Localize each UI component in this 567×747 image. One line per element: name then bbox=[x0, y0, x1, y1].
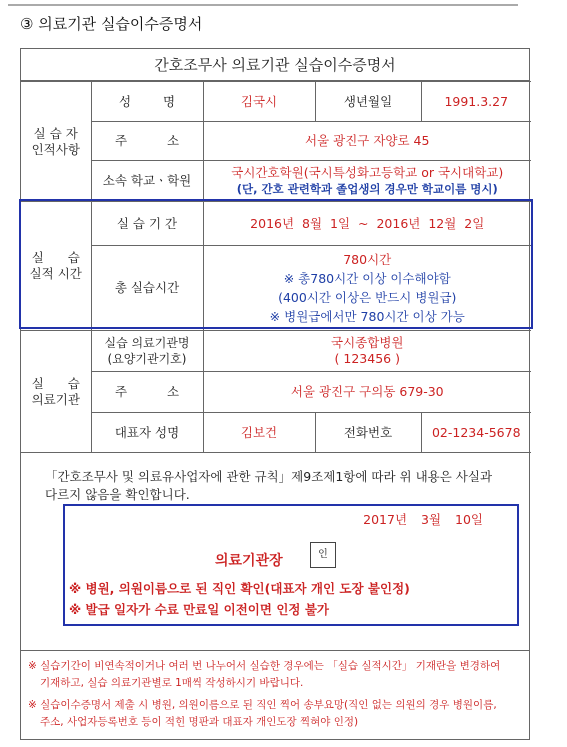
institution-address-value: 서울 광진구 구의동 679-30 bbox=[203, 372, 531, 413]
name-label: 성 명 bbox=[91, 82, 203, 122]
footnote-2-line1: ※ 실습이수증명서 제출 시 병원, 의원이름으로 된 직인 찍어 송부요망(직인 없는 의원의 경우 병원이름, bbox=[28, 699, 497, 711]
seal-note2: ※ 발급 일자가 수료 만료일 이전이면 인정 불가 bbox=[69, 602, 329, 617]
footnote-divider bbox=[20, 650, 530, 651]
address-value: 서울 광진구 자양로 45 bbox=[203, 122, 531, 161]
trainee-group-label-line1: 실 습 자 bbox=[33, 125, 78, 141]
trainee-group-label-line2: 인적사항 bbox=[31, 141, 80, 157]
training-group-label-line1: 실 습 bbox=[31, 250, 80, 265]
institution-name-label bbox=[91, 331, 203, 372]
certificate-table bbox=[21, 81, 531, 453]
address-label: 주 소 bbox=[91, 122, 203, 161]
institution-address-label: 주 소 bbox=[91, 372, 203, 413]
training-group-label bbox=[21, 202, 91, 331]
period-value: 2016년 8월 1일 ~ 2016년 12월 2일 bbox=[203, 202, 531, 246]
confirmation-text bbox=[45, 468, 535, 504]
seal-note1: ※ 병원, 의원이름으로 된 직인 확인(대표자 개인 도장 불인정) bbox=[69, 581, 410, 596]
seal-notes bbox=[69, 578, 410, 620]
confirmation-line1: 「간호조무사 및 의료유사업자에 관한 규칙」제9조제1항에 따라 위 내용은 사실과 bbox=[45, 469, 493, 484]
school-cell bbox=[203, 161, 531, 202]
footnote-1 bbox=[28, 658, 538, 692]
institution-code-value: ( 123456 ) bbox=[334, 351, 400, 366]
phone-value: 02-1234-5678 bbox=[421, 413, 531, 453]
footnote-2 bbox=[28, 697, 538, 731]
school-value: 국시간호학원(국시특성화고등학교 or 국시대학교) bbox=[231, 165, 504, 180]
name-value: 김국시 bbox=[203, 82, 315, 122]
footnote-1-line2: 기재하고, 실습 의료기관별로 1매씩 작성하시기 바랍니다. bbox=[40, 677, 304, 689]
hours-cell bbox=[203, 246, 531, 331]
certificate-form bbox=[20, 48, 530, 740]
institution-name-cell bbox=[203, 331, 531, 372]
footnote-2-line2: 주소, 사업자등록번호 등이 적힌 명판과 대표자 개인도장 찍혀야 인정) bbox=[40, 716, 359, 728]
dob-label: 생년월일 bbox=[315, 82, 421, 122]
period-label: 실 습 기 간 bbox=[91, 202, 203, 246]
trainee-group-label bbox=[21, 82, 91, 202]
institution-group-label-line2: 의료기관 bbox=[31, 391, 80, 407]
school-label: 소속 학교ㆍ학원 bbox=[91, 161, 203, 202]
seal-box bbox=[63, 504, 519, 626]
training-group-label-line2: 실적 시간 bbox=[29, 266, 82, 281]
school-note: (단, 간호 관련학과 졸업생의 경우만 학교이름 명시) bbox=[236, 182, 498, 196]
rep-label: 대표자 성명 bbox=[91, 413, 203, 453]
confirmation-line2: 다르지 않음을 확인합니다. bbox=[45, 487, 190, 502]
hours-note1: ※ 총780시간 이상 이수해야함 bbox=[283, 271, 451, 286]
dob-value: 1991.3.27 bbox=[421, 82, 531, 122]
hours-note2: (400시간 이상은 반드시 병원급) bbox=[278, 290, 457, 305]
hours-note3: ※ 병원급에서만 780시간 이상 가능 bbox=[269, 309, 465, 324]
stamp-box: 인 bbox=[310, 542, 336, 568]
hours-label: 총 실습시간 bbox=[91, 246, 203, 331]
document-title: 간호조무사 의료기관 실습이수증명서 bbox=[21, 49, 529, 81]
phone-label: 전화번호 bbox=[315, 413, 421, 453]
institution-group-label-line1: 실 습 bbox=[31, 375, 80, 391]
footnote-1-line1: ※ 실습기간이 비연속적이거나 여러 번 나누어서 실습한 경우에는 「실습 실적시간」 기재란을 변경하여 bbox=[28, 660, 501, 672]
top-rule bbox=[8, 4, 518, 6]
institution-head-label: 의료기관장 bbox=[215, 553, 283, 569]
hours-value: 780시간 bbox=[343, 252, 392, 267]
institution-name-label-line1: 실습 의료기관명 bbox=[104, 336, 190, 350]
institution-name-label-line2: (요양기관기호) bbox=[107, 352, 187, 366]
rep-value: 김보건 bbox=[203, 413, 315, 453]
section-heading: ③ 의료기관 실습이수증명서 bbox=[20, 15, 203, 33]
issue-date: 2017년 3월 10일 bbox=[363, 512, 483, 527]
institution-group-label bbox=[21, 331, 91, 453]
institution-name-value: 국시종합병원 bbox=[331, 335, 404, 350]
footnotes bbox=[28, 658, 538, 736]
